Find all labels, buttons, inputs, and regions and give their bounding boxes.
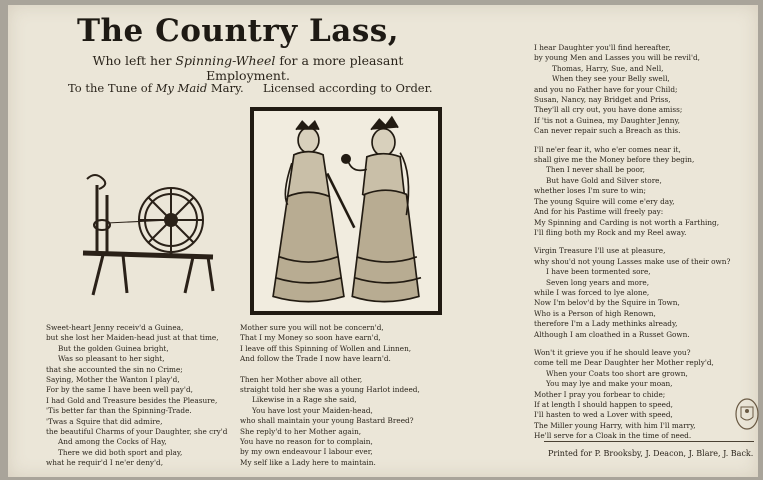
two-women-woodcut <box>250 107 442 315</box>
tune-prefix: To the Tune of <box>68 81 156 95</box>
verse-line: Was so pleasant to her sight, <box>58 354 165 364</box>
verse-line: but she lost her Maiden-head just at that time, <box>46 333 219 343</box>
verse-line: therefore I'm a Lady methinks already, <box>534 319 678 329</box>
verse-line: what he requir'd I ne'er deny'd, <box>46 458 164 468</box>
verse-line: My self like a Lady here to maintain. <box>240 457 376 467</box>
verse-line: The Miller young Harry, with him I'll marry, <box>534 420 696 430</box>
tune-name: My Maid <box>155 81 208 95</box>
library-stamp-icon <box>734 397 760 431</box>
verse-line: by young Men and Lasses you will be revil'd, <box>534 53 700 63</box>
verse-line: Won't it grieve you if he should leave you? <box>534 347 691 357</box>
spinning-wheel-woodcut <box>63 165 223 305</box>
verse-line: There we did both sport and play, <box>58 447 183 457</box>
verse-line: Susan, Nancy, nay Bridget and Priss, <box>534 95 671 105</box>
verse-line: She reply'd to her Mother again, <box>240 426 362 436</box>
verse-line: Can never repair such a Breach as this. <box>534 126 681 136</box>
verse-line: I'll hasten to wed a Lover with speed, <box>534 410 673 420</box>
imprint-divider <box>544 441 754 442</box>
verse-line: I leave off this Spinning of Wollen and Linnen, <box>240 343 412 353</box>
verse-line: They'll all cry out, you have done amiss; <box>534 105 683 115</box>
verse-line: For by the same I have been well pay'd, <box>46 385 193 395</box>
verse-line: Now I'm belov'd by the Squire in Town, <box>534 298 680 308</box>
tune-line <box>68 81 248 95</box>
subtitle-prefix: Who left her <box>92 53 176 68</box>
verse-line: I hear Daughter you'll find hereafter, <box>534 43 671 52</box>
verse-line: If at length I should happen to speed, <box>534 400 673 409</box>
verse-line: And for his Pastime will freely pay: <box>534 207 664 217</box>
verse-line: And follow the Trade I now have learn'd. <box>240 354 391 364</box>
verse-line: When your Coats too short are grown, <box>546 368 688 378</box>
verse-line: straight told her she was a young Harlot indeed, <box>240 385 420 395</box>
verse-column-left <box>46 323 246 469</box>
verse-line: by my own endeavour I labour ever, <box>240 447 373 457</box>
verse-line: and you no Father have for your Child; <box>534 84 678 94</box>
verse-line: who shall maintain your young Bastard Breed? <box>240 416 414 426</box>
verse-line: Sweet-heart Jenny receiv'd a Guinea, <box>46 323 184 332</box>
verse-line: Then her Mother above all other, <box>240 374 363 384</box>
verse-line: You may lye and make your moan, <box>546 379 673 389</box>
verse-line: Mother I pray you forbear to chide; <box>534 389 666 399</box>
verse-line: And among the Cocks of Hay, <box>58 437 167 447</box>
verse-line: why shou'd not young Lasses make use of their own? <box>534 256 731 266</box>
verse-line: Although I am cloathed in a Russet Gown. <box>534 329 690 339</box>
verse-line: while I was forced to lye alone, <box>534 287 650 297</box>
verse-line: I'll fling both my Rock and my Reel away. <box>534 227 687 237</box>
verse-line: When they see your Belly swell, <box>552 74 670 84</box>
verse-line: whether loses I'm sure to win; <box>534 186 646 196</box>
verse-line: You have lost your Maiden-head, <box>252 405 373 415</box>
verse-line: 'Twas a Squire that did admire, <box>46 416 163 426</box>
verse-line: My Spinning and Carding is not worth a Farthing, <box>534 217 720 227</box>
woodcut-figures <box>254 111 438 311</box>
ballad-subtitle <box>53 53 443 83</box>
verse-line: shall give me the Money before they begin, <box>534 155 695 165</box>
verse-line: Thomas, Harry, Sue, and Nell, <box>552 63 664 73</box>
verse-line: Saying, Mother the Wanton I play'd, <box>46 375 180 385</box>
verse-line: Then I never shall be poor, <box>546 165 645 175</box>
verse-line: Who is a Person of high Renown, <box>534 308 656 318</box>
licensed-note: Licensed according to Order. <box>263 81 433 95</box>
verse-line: Seven long years and more, <box>546 277 650 287</box>
verse-line: the beautiful Charms of your Daughter, she cry'd <box>46 427 228 437</box>
verse-line: come tell me Dear Daughter her Mother reply'd, <box>534 358 714 368</box>
verse-line: Likewise in a Rage she said, <box>252 395 357 405</box>
verse-column-right <box>534 43 763 442</box>
verse-line: You have no reason for to complain, <box>240 437 373 447</box>
verse-line: Virgin Treasure I'll use at pleasure, <box>534 246 666 256</box>
verse-line: Mother sure you will not be concern'd, <box>240 323 384 332</box>
verse-line: I have been tormented sore, <box>546 267 651 277</box>
printer-imprint: Printed for P. Brooksby, J. Deacon, J. Blare, J. Back. <box>548 449 754 458</box>
verse-line: That I my Money so soon have earn'd, <box>240 333 381 343</box>
subtitle-emphasis: Spinning-Wheel <box>175 53 276 68</box>
verse-line: 'Tis better far than the Spinning-Trade. <box>46 406 192 416</box>
subtitle-suffix: for a more pleasant Employment. <box>206 53 404 83</box>
verse-line: If 'tis not a Guinea, my Daughter Jenny, <box>534 115 680 125</box>
verse-line: I'll ne'er fear it, who e'er comes near it, <box>534 144 681 154</box>
ballad-title: The Country Lass, <box>76 13 400 49</box>
tune-suffix: Mary. <box>207 81 244 95</box>
verse-line: He'll serve for a Cloak in the time of need. <box>534 431 692 441</box>
verse-column-middle <box>240 323 440 468</box>
verse-line: that she accounted the sin no Crime; <box>46 364 183 374</box>
verse-line: But have Gold and Silver store, <box>546 175 662 185</box>
verse-line: I had Gold and Treasure besides the Pleasure, <box>46 395 218 405</box>
broadside-sheet <box>8 5 758 477</box>
verse-line: But the golden Guinea bright, <box>58 343 169 353</box>
verse-line: The young Squire will come e'ery day, <box>534 196 675 206</box>
